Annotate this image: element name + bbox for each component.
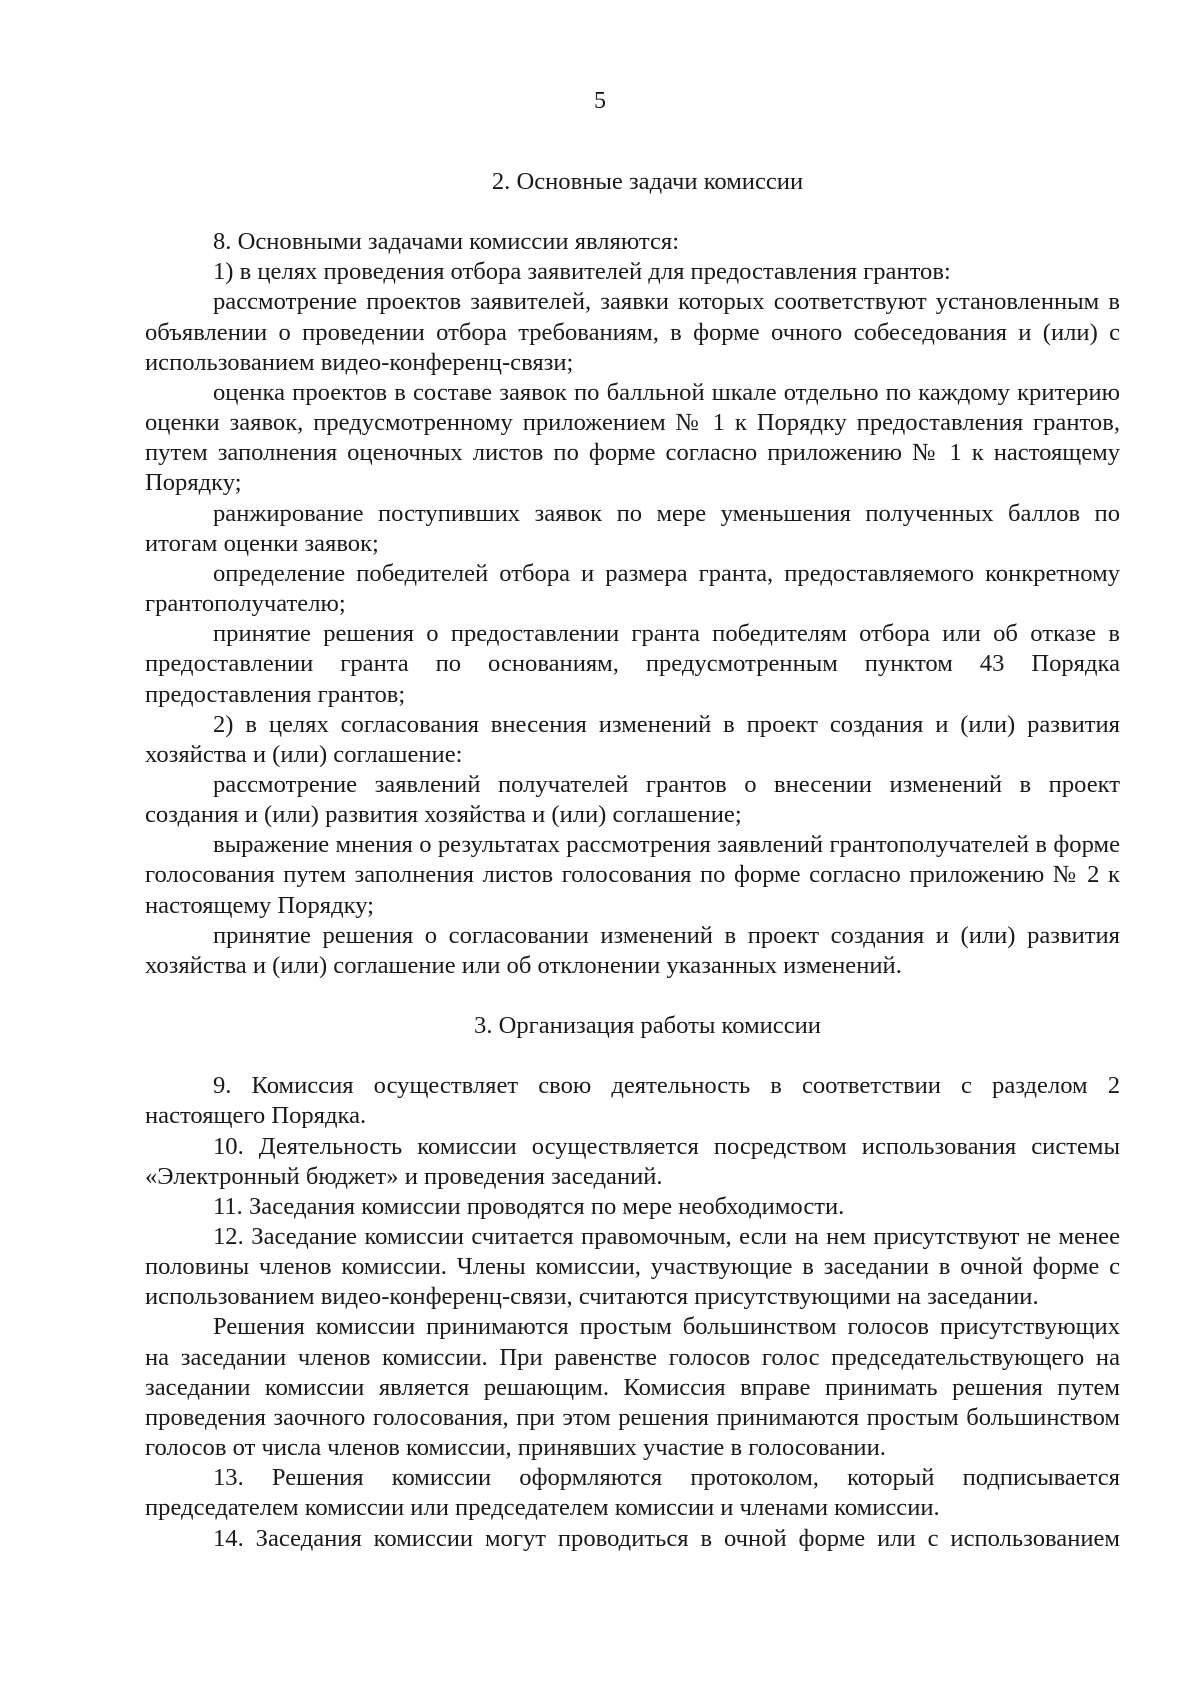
paragraph-grant-decision: принятие решения о предоставлении гранта победителям отбора или об отказе в предоставлении гранта по основаниям, предусмотренным пунктом 43 Порядка предоставления грантов; (145, 620, 1120, 708)
spacer (145, 1041, 1120, 1071)
spacer (145, 981, 1120, 1011)
paragraph-review-projects: рассмотрение проектов заявителей, заявки которых соответствуют установленным в объявлении о проведении отбора требованиям, в форме очного собеседования и (или) с использованием видео-конференц-связи; (145, 288, 1120, 376)
page-number: 5 (594, 88, 606, 114)
paragraph-determine-winners: определение победителей отбора и размера гранта, предоставляемого конкретному грантополучателю; (145, 559, 1120, 618)
paragraph-12-decisions: Решения комиссии принимаются простым большинством голосов присутствующих на заседании членов комиссии. При равенстве голосов голос председательствующего на заседании комиссии является решающим. Комиссия вправе принимать решения путем проведения заочного голосования, при этом решения принимаются простым большинством голосов от числа членов комиссии, принявших участие в голосовании. (145, 1313, 1120, 1462)
spacer (145, 197, 1120, 227)
paragraph-10: 10. Деятельность комиссии осуществляется посредством использования системы «Электронный бюджет» и проведения заседаний. (145, 1132, 1120, 1190)
paragraph-12: 12. Заседание комиссии считается правомочным, если на нем присутствуют не менее половины членов комиссии. Члены комиссии, участвующие в заседании в очной форме с использованием видео-конференц-связи, считаются присутствующими на заседании. (145, 1223, 1120, 1311)
paragraph-voting-opinion: выражение мнения о результатах рассмотрения заявлений грантополучателей в форме голосования путем заполнения листов голосования по форме согласно приложению № 2 к настоящему Порядку; (145, 831, 1120, 919)
paragraph-11: 11. Заседания комиссии проводятся по мере необходимости. (213, 1192, 845, 1220)
section-3-heading: 3. Организация работы комиссии (474, 1012, 821, 1040)
section-2-heading: 2. Основные задачи комиссии (491, 168, 804, 195)
paragraph-approve-changes: принятие решения о согласовании изменений в проект создания и (или) развития хозяйства и (или) соглашение или об отклонении указанных изменений. (145, 921, 1120, 979)
paragraph-8-1: 1) в целях проведения отбора заявителей для предоставления грантов: (213, 258, 951, 286)
paragraph-13: 13. Решения комиссии оформляются протоколом, который подписывается председателем комиссии или председателем комиссии и членами комиссии. (145, 1464, 1120, 1522)
document-body (145, 167, 1120, 1554)
paragraph-14: 14. Заседания комиссии могут проводиться в очной форме или с использованием (213, 1524, 1120, 1552)
paragraph-8: 8. Основными задачами комиссии являются: (213, 228, 680, 256)
paragraph-review-applications: рассмотрение заявлений получателей грантов о внесении изменений в проект создания и (или) развития хозяйства и (или) соглашение; (145, 770, 1120, 829)
paragraph-evaluate-projects: оценка проектов в составе заявок по балльной шкале отдельно по каждому критерию оценки заявок, предусмотренному приложением № 1 к Порядку предоставления грантов, путем заполнения оценочных листов по форме согласно приложению № 1 к настоящему Порядку; (145, 378, 1120, 497)
paragraph-ranking: ранжирование поступивших заявок по мере уменьшения полученных баллов по итогам оценки заявок; (145, 499, 1120, 557)
paragraph-9: 9. Комиссия осуществляет свою деятельность в соответствии с разделом 2 настоящего Порядка. (145, 1072, 1120, 1130)
paragraph-8-2: 2) в целях согласования внесения изменений в проект создания и (или) развития хозяйства и (или) соглашение: (145, 710, 1120, 768)
